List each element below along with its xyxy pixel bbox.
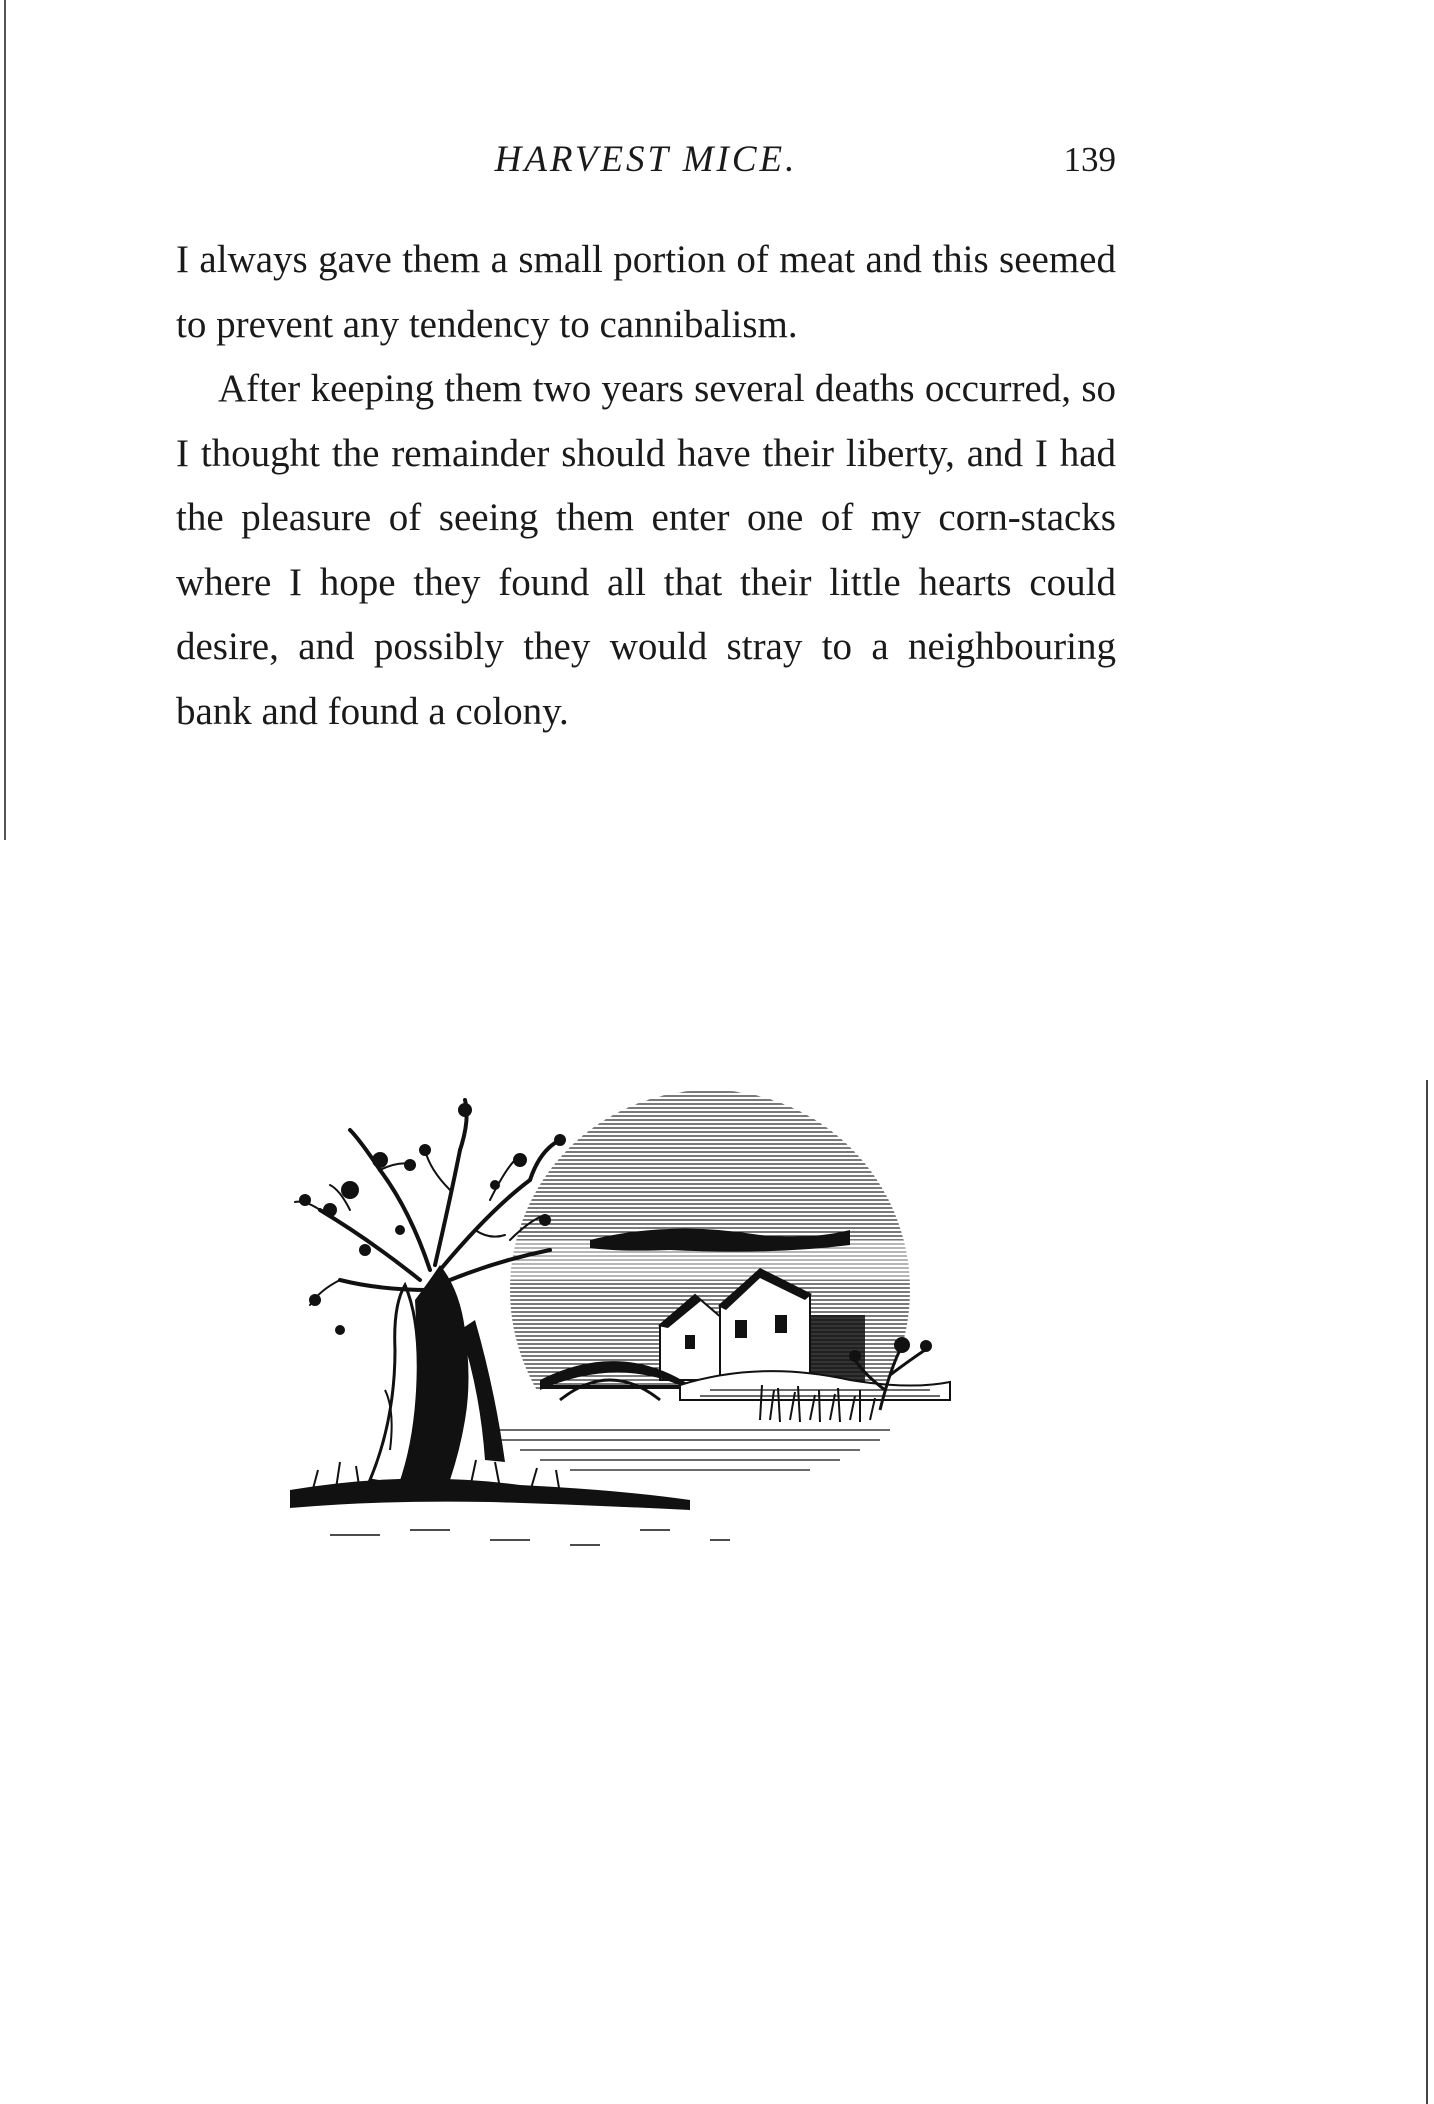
running-head bbox=[176, 138, 1116, 188]
page-number: 139 bbox=[1063, 140, 1116, 179]
page-edge-left bbox=[4, 0, 6, 840]
paragraph-2: After keeping them two years several deaths occurred, so I thought the remainder should have their liberty, and I had the pleasure of seeing them enter one of my corn-stacks where I hope they found all that their little hearts could desire, and possibly they would stray to a neighbouring bank and found a colony. bbox=[176, 367, 1116, 733]
body-text bbox=[176, 228, 1116, 744]
page-edge-right bbox=[1426, 1080, 1428, 2104]
running-title: HARVEST MICE. bbox=[494, 139, 798, 180]
paragraph-1: I always gave them a small portion of meat and this seemed to prevent any tendency to cannibalism. bbox=[176, 238, 1116, 346]
landscape-vignette-icon bbox=[290, 1090, 1010, 1600]
